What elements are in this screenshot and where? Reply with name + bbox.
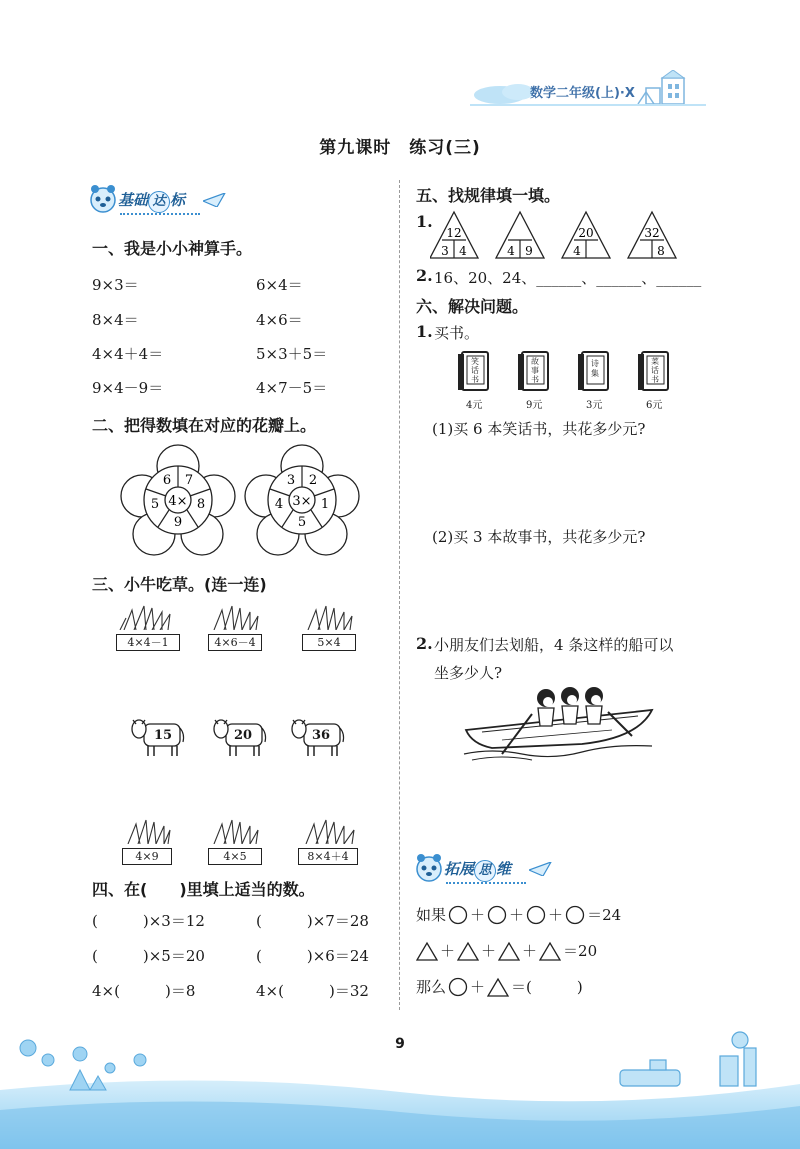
s1-r2-left: 4×4＋4＝ [92, 345, 164, 363]
ext-plus: ＋ [470, 906, 486, 924]
section6-heading: 六、解决问题。 [416, 297, 529, 316]
flower2-petal-bottom: 5 [297, 515, 307, 530]
ext-line3-suffix: ＝( ) [511, 978, 583, 996]
flower1-petal-top-left: 6 [162, 473, 172, 488]
book-4 [638, 350, 678, 410]
ext-plus: ＋ [548, 906, 564, 924]
grass-icon [116, 604, 180, 630]
s6-q2-line1: 小朋友们去划船，4 条这样的船可以 [434, 636, 674, 654]
cow-3-number: 36 [312, 728, 331, 743]
ext-line3-prefix: 那么 [416, 978, 447, 996]
book-2 [518, 350, 558, 410]
badge-underline [120, 213, 200, 215]
section4-heading: 四、在( )里填上适当的数。 [92, 880, 315, 899]
grass-top-2[interactable] [208, 604, 262, 651]
section5-heading: 五、找规律填一填。 [416, 186, 561, 205]
tri1-top: 12 [446, 226, 462, 240]
ext-plus: ＋ [470, 978, 486, 996]
grass-top-3[interactable] [302, 604, 356, 651]
cow-3[interactable] [290, 716, 346, 758]
grass-icon [302, 604, 356, 630]
book-1 [458, 350, 498, 410]
s4-r0-left[interactable]: ( )×3＝12 [92, 912, 205, 930]
book-1-price: 4元 [466, 400, 483, 411]
s6-q2-label: 2. [416, 634, 433, 653]
cow-1-number: 15 [154, 728, 173, 743]
triangle-shape-icon [487, 977, 509, 997]
grass-bottom-3[interactable] [298, 818, 358, 865]
triangle-shape-icon [457, 941, 479, 961]
tri2-right: 9 [525, 244, 533, 258]
flower2-petal-top-right: 2 [308, 473, 318, 488]
circle-shape-icon [448, 905, 468, 925]
column-divider [399, 180, 400, 1010]
circle-shape-icon [526, 905, 546, 925]
s4-r1-right[interactable]: ( )×6＝24 [256, 947, 369, 965]
grass-bottom-1[interactable] [122, 818, 172, 865]
rowing-boat-illustration [462, 684, 662, 764]
cow-2-number: 20 [234, 728, 253, 743]
grass-bottom-3-label: 8×4＋4 [298, 848, 358, 865]
tri4-right: 8 [657, 244, 665, 258]
flower2-petal-right: 1 [320, 497, 330, 512]
grass-top-1[interactable] [116, 604, 180, 651]
badge-extend [414, 852, 554, 888]
triangle-shape-icon [498, 941, 520, 961]
tri2-left: 4 [507, 244, 515, 258]
badge-underline [446, 882, 526, 884]
badge-basic-circle: 达 [148, 191, 170, 213]
section2-heading: 二、把得数填在对应的花瓣上。 [92, 416, 317, 435]
s4-r2-right[interactable]: 4×( )＝32 [256, 982, 369, 1000]
flower2-center: 3× [292, 494, 312, 509]
s5-q2-sequence[interactable]: 16、20、24、______、______、______ [434, 269, 702, 287]
badge-extend-circle: 思 [474, 860, 496, 882]
book-4-price: 6元 [646, 400, 663, 411]
grass-top-1-label: 4×4－1 [116, 634, 180, 651]
paper-plane-icon [203, 193, 227, 207]
ext-line1-suffix: ＝24 [587, 906, 622, 924]
tri1-right: 4 [459, 244, 467, 258]
ext-plus: ＋ [440, 942, 456, 960]
paper-plane-icon [529, 862, 553, 876]
section1-heading: 一、我是小小神算手。 [92, 239, 253, 258]
flower2-petal-top-left: 3 [286, 473, 296, 488]
s6-q1-sub1: (1)买 6 本笑话书，共花多少元? [432, 420, 646, 438]
s1-r0-left: 9×3＝ [92, 276, 139, 294]
flower1-petal-top-right: 7 [184, 473, 194, 488]
book-3 [578, 350, 618, 410]
tri4-top: 32 [644, 226, 660, 240]
ext-plus: ＋ [509, 906, 525, 924]
circle-shape-icon [448, 977, 468, 997]
s1-r1-left: 8×4＝ [92, 311, 139, 329]
badge-basic-text: 基础 [118, 191, 149, 209]
triangle-pattern [430, 210, 700, 260]
grass-bottom-2-label: 4×5 [208, 848, 262, 865]
grass-icon [122, 818, 172, 844]
section3-heading: 三、小牛吃草。(连一连) [92, 575, 267, 594]
s1-r0-right: 6×4＝ [256, 276, 303, 294]
flower2-petal-left: 4 [274, 497, 284, 512]
grass-bottom-1-label: 4×9 [122, 848, 172, 865]
triangle-shape-icon [416, 941, 438, 961]
grass-icon [208, 818, 262, 844]
ext-line2-suffix: ＝20 [563, 942, 598, 960]
page-number: 9 [395, 1036, 405, 1052]
tri3-top: 20 [578, 226, 594, 240]
book-3-title: 诗集 [591, 359, 599, 378]
s4-r1-left[interactable]: ( )×5＝20 [92, 947, 205, 965]
s6-q1-label: 1. [416, 322, 433, 341]
grass-top-3-label: 5×4 [302, 634, 356, 651]
ext-plus: ＋ [481, 942, 497, 960]
tri3-left: 4 [573, 244, 581, 258]
s6-q2-line2: 坐多少人? [434, 664, 503, 682]
ext-line3[interactable] [416, 976, 583, 997]
s1-r1-right: 4×6＝ [256, 311, 303, 329]
circle-shape-icon [487, 905, 507, 925]
flower1-petal-bottom: 9 [173, 515, 183, 530]
flower1-petal-left: 5 [150, 497, 160, 512]
s5-q2-label: 2. [416, 266, 433, 285]
page-title: 第九课时 练习(三) [319, 138, 481, 158]
panda-icon [88, 183, 118, 215]
book-2-price: 9元 [526, 400, 543, 411]
book-4-title: 菜话书 [651, 357, 659, 384]
grass-top-2-label: 4×6－4 [208, 634, 262, 651]
ext-line1-prefix: 如果 [416, 906, 447, 924]
tri1-left: 3 [441, 244, 449, 258]
book-3-price: 3元 [586, 400, 603, 411]
ext-line1 [416, 904, 621, 925]
flower-1 [116, 444, 240, 558]
cow-1[interactable] [130, 716, 186, 758]
flower-2 [240, 444, 364, 558]
ext-line2 [416, 940, 597, 961]
ext-plus: ＋ [522, 942, 538, 960]
grass-icon [208, 604, 262, 630]
badge-basic [88, 183, 228, 219]
s5-q1-label: 1. [416, 212, 433, 231]
badge-basic-text2: 标 [170, 191, 186, 209]
book-1-title: 笑话书 [471, 357, 479, 384]
book-2-title: 故事书 [531, 357, 539, 384]
panda-icon [414, 852, 444, 884]
grass-icon [298, 818, 358, 844]
header-label: 数学二年级(上)·X [530, 86, 635, 101]
cow-2[interactable] [212, 716, 268, 758]
s4-r0-right[interactable]: ( )×7＝28 [256, 912, 369, 930]
badge-extend-text2: 维 [496, 860, 512, 878]
circle-shape-icon [565, 905, 585, 925]
grass-bottom-2[interactable] [208, 818, 262, 865]
s4-r2-left[interactable]: 4×( )＝8 [92, 982, 196, 1000]
flower1-center: 4× [168, 494, 188, 509]
badge-extend-text: 拓展 [444, 860, 475, 878]
s1-r3-right: 4×7－5＝ [256, 379, 328, 397]
s6-q1-sub2: (2)买 3 本故事书，共花多少元? [432, 528, 646, 546]
s1-r3-left: 9×4－9＝ [92, 379, 164, 397]
flower1-petal-right: 8 [196, 497, 206, 512]
s6-q1-title: 买书。 [434, 324, 480, 342]
s1-r2-right: 5×3＋5＝ [256, 345, 328, 363]
triangle-shape-icon [539, 941, 561, 961]
